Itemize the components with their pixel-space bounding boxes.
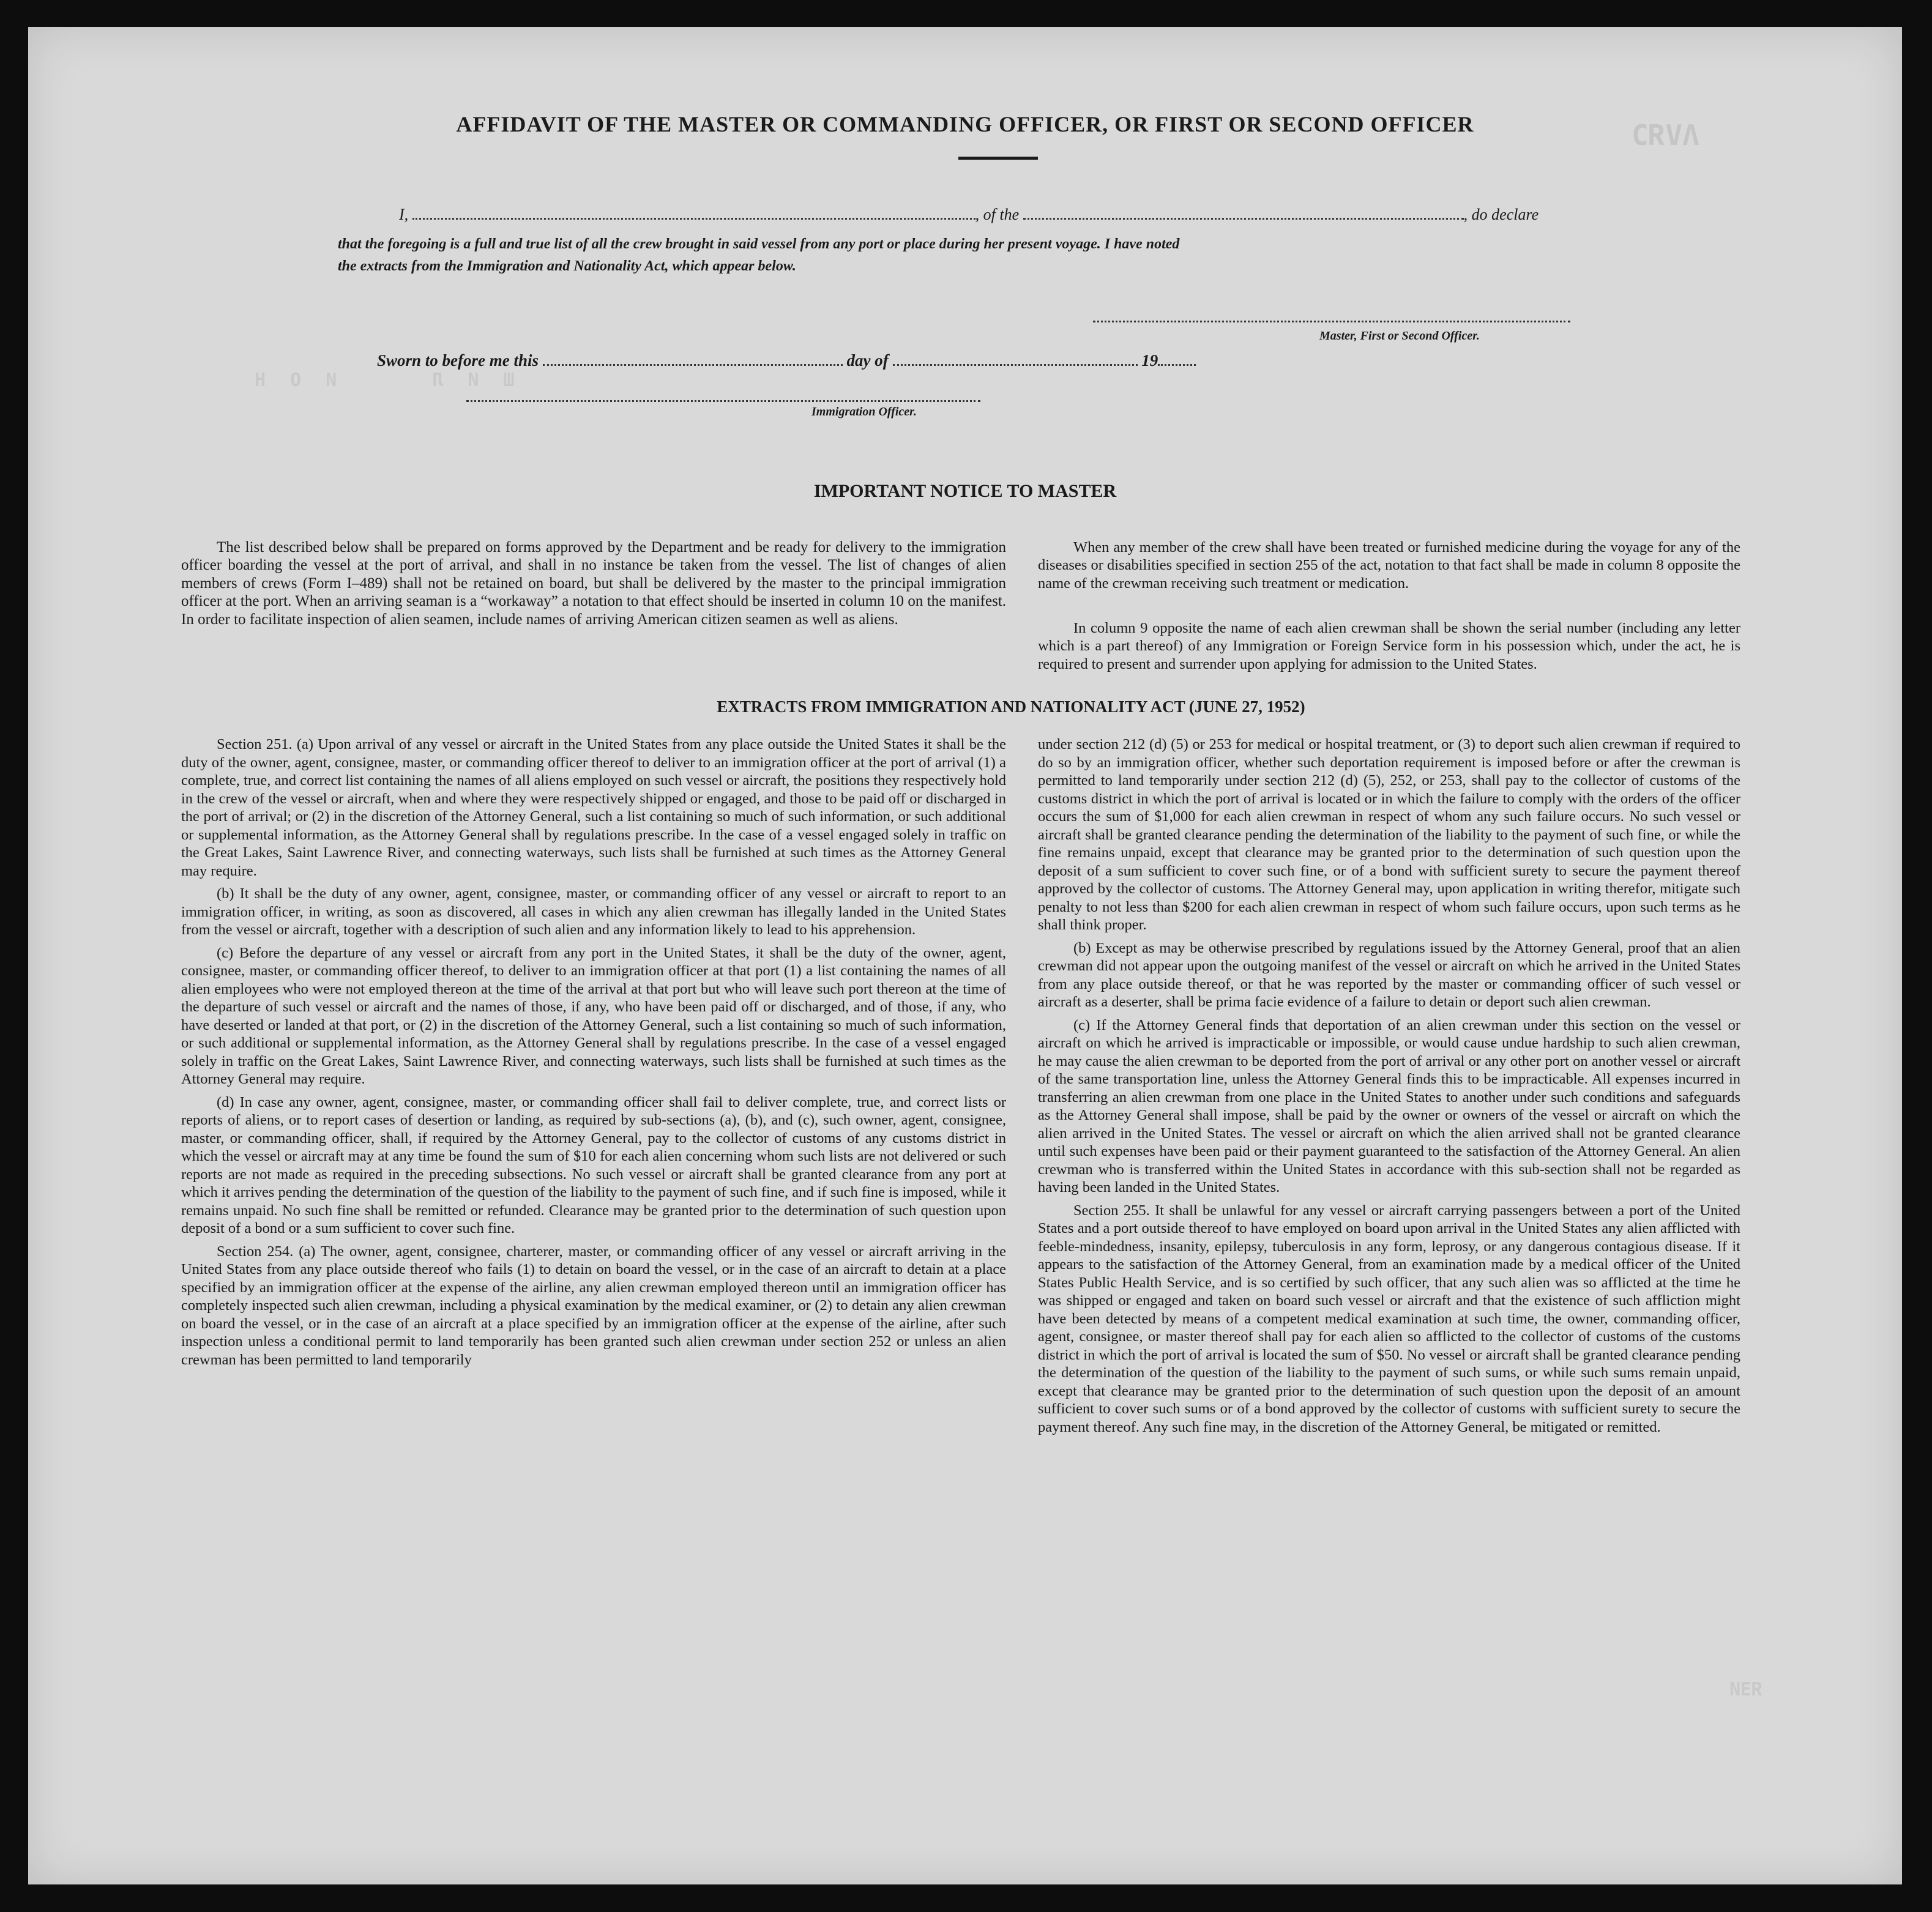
extracts-left-column	[181, 735, 1006, 1374]
extracts-heading: EXTRACTS FROM IMMIGRATION AND NATIONALITY ACT (JUNE 27, 1952)	[717, 697, 1305, 716]
show-through-bleed: ЯƎИ	[1729, 1679, 1763, 1700]
i-label: I,	[399, 206, 409, 223]
sworn-label: Sworn to before me this	[377, 351, 539, 370]
section-251-d: (d) In case any owner, agent, consignee, master, or commanding officer shall fail to deliver complete, true, and correct lists or reports of aliens, or to report cases of desertion or landing, as required by sub-sections (a), (b), and (c), such owner, agent, consignee, master, or commanding officer, shall, if required by the Attorney General, pay to the collector of customs of any customs district in which the vessel or aircraft may at any time be found the sum of $10 for each alien concerning whom such lists are not delivered or such reports are not made as required in the preceding subsections. No such vessel or aircraft shall be granted clearance from any port at which it arrives pending the determination of the question of the liability to the payment of such fine, and if such fine is imposed, while it remains unpaid. No such fine shall be remitted or refunded. Clearance may be granted prior to the determination of such question upon deposit of a bond or a sum sufficient to cover such fine.	[181, 1093, 1006, 1237]
section-254-a: Section 254. (a) The owner, agent, consignee, charterer, master, or commanding officer of any vessel or aircraft arriving in the United States from any place outside thereof who fails (1) to detain on board the vessel, or in the case of an aircraft to detain at a place specified by an immigration officer at the expense of the airline, any alien crewman employed thereon until an immigration officer has completely inspected such alien crewman, including a physical examination by the medical examiner, or (2) to detain any alien crewman on board the vessel, or in the case of an aircraft at a place specified by an immigration officer at the expense of the airline, after such inspection unless a conditional permit to land temporarily has been granted such alien crewman under section 252 or unless an alien crewman has been permitted to land temporarily	[181, 1243, 1006, 1368]
title-underline	[958, 157, 1038, 160]
affidavit-statement-line-1: that the foregoing is a full and true list of all the crew brought in said vessel from any port or place during her present voyage. I have noted	[338, 236, 1180, 252]
show-through-bleed: ΛVЯƆ	[1632, 119, 1699, 152]
extracts-right-column	[1038, 735, 1740, 1441]
section-251-b: (b) It shall be the duty of any owner, agent, consignee, master, or commanding officer of any vessel or aircraft to report to an immigration officer, in writing, as soon as discovered, all cases in which any alien crewman has illegally landed in the United States from the vessel or aircraft, together with a description of such alien and any information likely to lead to his apprehension.	[181, 885, 1006, 938]
year-label: 19	[1141, 351, 1158, 370]
notice-left-paragraph: The list described below shall be prepared on forms approved by the Department and be ready for delivery to the immigration officer boarding the vessel at the port of arrival, and shall in no instance be taken from the vessel. The list of changes of alien members of crews (Form I–489) shall not be retained on board, but shall be delivered by the master to the principal immigration officer at the port. When an arriving seaman is a “workaway” a notation to that effect should be inserted in column 10 on the manifest. In order to facilitate inspection of alien seamen, include names of arriving American citizen seamen as well as aliens.	[181, 539, 1006, 628]
section-251-c: (c) Before the departure of any vessel or aircraft from any port in the United States, it shall be the duty of the owner, agent, consignee, master, or commanding officer thereof, to deliver to an immigration officer at that port (1) a list containing the names of all alien employees who were not employed thereon at the time of the arrival at that port but who will leave such port thereon at the time of the departure of such vessel or aircraft and the names of those, if any, who have been paid off or discharged, and of those, if any, who have deserted or landed at that port, or (2) in the discretion of the Attorney General, such a list containing so much of such information, or such additional or supplemental information, as the Attorney General shall by regulations prescribe. In the case of a vessel engaged solely in traffic on the Great Lakes, Saint Lawrence River, and connecting waterways, such lists shall be furnished at such times as the Attorney General may require.	[181, 944, 1006, 1087]
section-251-a: Section 251. (a) Upon arrival of any vessel or aircraft in the United States from any place outside the United States it shall be the duty of the owner, agent, consignee, master, or commanding officer thereof to deliver to an immigration officer at the port of arrival (1) a complete, true, and correct list containing the names of all aliens employed on such vessel or aircraft, the positions they respectively hold in the crew of the vessel or aircraft, when and where they were respectively shipped or engaged, and those to be paid off or discharged in the port of arrival; or (2) in the discretion of the Attorney General, such a list containing so much of such information, or such additional or supplemental information, as the Attorney General shall by regulations prescribe. In the case of a vessel engaged solely in traffic on the Great Lakes, Saint Lawrence River, and connecting waterways, such lists shall be furnished at such times as the Attorney General may require.	[181, 736, 1006, 879]
affidavit-statement-line-2: the extracts from the Immigration and Nationality Act, which appear below.	[338, 258, 796, 274]
vessel-fill-field[interactable]	[1023, 206, 1464, 220]
section-255: Section 255. It shall be unlawful for any vessel or aircraft carrying passengers between a port of the United States and a port outside thereof to have employed on board upon arrival in the United States any alien afflicted with feeble-mindedness, insanity, epilepsy, tuberculosis in any form, leprosy, or any dangerous contagious disease. If it appears to the satisfaction of the Attorney General, from an examination made by a medical officer of the United States Public Health Service, and is so certified by such officer, that any such alien was so afflicted at the time he was shipped or engaged and taken on board such vessel or aircraft and that the existence of such affliction might have been detected by means of a competent medical examination at such time, the owner, commanding officer, agent, consignee, or master thereof shall pay for each alien so afflicted to the collector of customs of the customs district in which the port of arrival is located the sum of $50. No vessel or aircraft shall be granted clearance pending the determination of the question of the liability to the payment of such sums, or while such sums remain unpaid, except that clearance may be granted prior to the determination of such question upon the deposit of an amount sufficient to cover such sums or of a bond approved by the collector of customs with sufficient surety to secure the payment thereof. Any such fine may, in the discretion of the Attorney General, be mitigated or remitted.	[1038, 1202, 1740, 1435]
day-of-label: day of	[846, 351, 889, 370]
notice-heading: IMPORTANT NOTICE TO MASTER	[813, 481, 1117, 501]
section-254-b: (b) Except as may be otherwise prescribed by regulations issued by the Attorney General, proof that an alien crewman did not appear upon the outgoing manifest of the vessel or aircraft on which he arrived in the United States from any place outside thereof, or that he was reported by the master or commanding officer of such vessel or aircraft as a deserter, shall be prima facie evidence of a failure to detain or deport such alien crewman.	[1038, 939, 1740, 1010]
affidavit-declaration-line	[399, 206, 1539, 224]
sworn-year-field[interactable]	[1158, 352, 1196, 366]
sworn-month-field[interactable]	[893, 352, 1138, 366]
name-fill-field[interactable]	[412, 206, 975, 220]
immigration-officer-signature-field[interactable]	[466, 388, 980, 402]
master-signature-label: Master, First or Second Officer.	[1319, 329, 1480, 343]
of-the-label: , of the	[975, 206, 1020, 223]
show-through-bleed: ШИЛ ИОН	[230, 370, 515, 391]
do-declare-label: , do declare	[1463, 206, 1539, 223]
notice-right-paragraph-1: When any member of the crew shall have been treated or furnished medicine during the voyage for any of the diseases or disabilities specified in section 255 of the act, notation to that fact shall be made in column 8 opposite the name of the crewman receiving such treatment or medication.	[1038, 539, 1740, 592]
sworn-day-field[interactable]	[543, 352, 843, 366]
section-254-c: (c) If the Attorney General finds that deportation of an alien crewman under this section on the vessel or aircraft on which he arrived is impracticable or impossible, or would cause undue hardship to such alien crewman, he may cause the alien crewman to be deported from the port of arrival or any other port on another vessel or aircraft of the same transportation line, unless the Attorney General finds this to be impracticable. All expenses incurred in transferring an alien crewman from one place in the United States to another under such conditions and safeguards as the Attorney General shall impose, shall be paid by the owner or owners of the vessel or aircraft on which the alien arrived in the United States. The vessel or aircraft on which the alien arrived shall not be granted clearance until such expenses have been paid or their payment guaranteed to the satisfaction of the Attorney General. An alien crewman who is transferred within the United States in accordance with this sub-section shall not be regarded as having been landed in the United States.	[1038, 1016, 1740, 1196]
section-254-a-continued: under section 212 (d) (5) or 253 for medical or hospital treatment, or (3) to deport such alien crewman if required to do so by an immigration officer, whether such deportation requirement is imposed before or after the crewman is permitted to land temporarily under section 212 (d) (5), 252, or 253, shall pay to the collector of customs of the customs district in which the port of arrival is located or in which the failure to comply with the orders of the officer occurs the sum of $1,000 for each alien crewman in respect of whom any such failure occurs. No such vessel or aircraft shall be granted clearance pending the determination of the liability to the payment of such fine, or while the fine remains unpaid, except that clearance may be granted prior to the determination of such question upon the deposit of a sum sufficient to cover such fine, or of a bond with sufficient surety to secure the payment thereof approved by the collector of customs. The Attorney General may, upon application in writing therefor, mitigate such penalty to not less than $200 for each alien crewman in respect of whom such failure occurs, upon such terms as he shall think proper.	[1038, 736, 1740, 933]
affidavit-title: AFFIDAVIT OF THE MASTER OR COMMANDING OFFICER, OR FIRST OR SECOND OFFICER	[456, 112, 1474, 136]
immigration-officer-label: Immigration Officer.	[811, 405, 917, 418]
master-signature-field[interactable]	[1093, 308, 1570, 322]
sworn-line	[377, 351, 1196, 370]
document-page	[28, 27, 1902, 1884]
notice-right-paragraph-2: In column 9 opposite the name of each alien crewman shall be shown the serial number (including any letter which is a part thereof) of any Immigration or Foreign Service form in his possession which, under the act, he is required to present and surrender upon applying for admission to the United States.	[1038, 620, 1740, 672]
